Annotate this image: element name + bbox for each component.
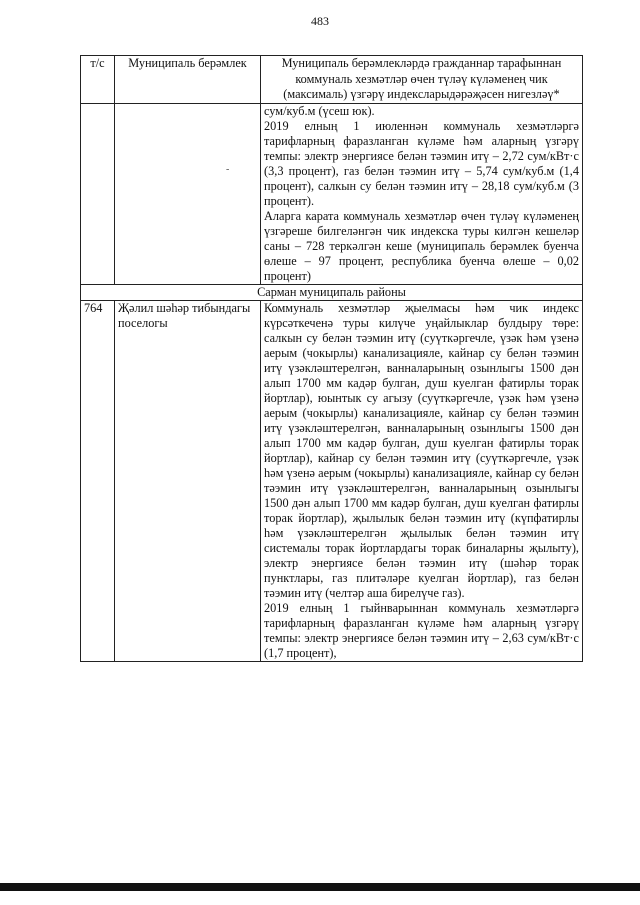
table-row xyxy=(81,300,583,661)
justification-paragraph: Коммуналь хезмәтләр җыелмасы һәм чик индекс күрсәткеченә туры килүче уңайлыклар булдыру төре: салкын су белән тәэмин итү (суүткәргечле, үзәк һәм үзенә аерым (чокырлы) канализацияле, кайнар су белән тәэмин итү үзәкләштерелгән, ванналарының озынлыгы 1500 дән алып 1700 мм кадәр булган, душ куелган фатирлы торак йортлар), юынтык су агызу (суүткәргечле, үзәк һәм үзенә аерым (чокырлы) канализацияле, кайнар су белән тәэмин итү үзәкләштерелгән, ванналарының озынлыгы 1500 дән алып 1700 мм кадәр булган, душ куелган фатирлы торак йортлар), кайнар су белән тәэмин итү (суүткәргечле, үзәк һәм үзенә аерым (чокырлы) канализацияле, кайнар су белән тәэмин итү үзәкләштерелгән, ванналарының озынлыгы 1500 дән алып 1700 мм кадәр булган, душ куелган фатирлы торак йортлар), җылылык белән тәэмин итү (күпфатирлы һәм үзәкләштерелгән җылылык белән тәэмин итү системалы торак йортлардагы торак биналарны җылыту), электр энергиясе белән тәэмин итү (шәһәр торак пунктлары, газ плитәләре куелган йортлар), газ белән тәэмин итү (челтәр аша бирелүче газ). xyxy=(264,300,579,600)
justification-paragraph: Аларга карата коммуналь хезмәтләр өчен түләү күләменең үзгәреше билгеләнгән чик индекска туры килгән кешеләр саны – 728 теркәлгән кеше (муниципаль берәмлек буенча өлеше – 97 процент, республика буенча өлеше – 0,02 процент) xyxy=(264,208,579,283)
header-number: т/с xyxy=(81,56,115,104)
justification-paragraph: 2019 елның 1 гыйнварыннан коммуналь хезмәтләргә тарифларның фаразланган күләме һәм аларның үзгәрү темпы: электр энергиясе белән тәэмин итү – 2,63 сум/кВт·с (1,7 процент), xyxy=(264,600,579,660)
cell-justification xyxy=(261,103,583,284)
cell-justification xyxy=(261,300,583,661)
section-title: Сарман муниципаль районы xyxy=(81,284,583,300)
tariff-index-table xyxy=(80,55,583,662)
dash-mark: - xyxy=(226,164,230,175)
cell-municipality xyxy=(115,103,261,284)
table-header-row xyxy=(81,56,583,104)
justification-paragraph: 2019 елның 1 июленнән коммуналь хезмәтләргә тарифларның фаразланган күләме һәм аларның үзгәрү темпы: электр энергиясе белән тәэмин итү – 2,72 сум/кВт·с (3,3 процент), газ белән тәэмин итү – 5,74 сум/куб.м (1,4 процент), салкын су белән тәэмин итү – 28,18 сум/куб.м (3 процент). xyxy=(264,118,579,208)
header-index-justification: Муниципаль берәмлекләрдә гражданнар тарафыннан коммуналь хезмәтләр өчен түләү күләменең чик (максималь) үзгәрү индексларыдәрәҗәсен нигезләү* xyxy=(261,56,583,104)
justification-paragraph: сум/куб.м (үсеш юк). xyxy=(264,103,375,118)
section-row xyxy=(81,284,583,300)
header-municipality: Муниципаль берәмлек xyxy=(115,56,261,104)
page-number: 483 xyxy=(311,14,329,28)
cell-number xyxy=(81,103,115,284)
cell-number: 764 xyxy=(81,300,115,661)
cell-municipality: Җәлил шәһәр тибындагы поселогы xyxy=(115,300,261,661)
table-row-continued xyxy=(81,103,583,284)
scan-edge-bar xyxy=(0,883,640,891)
